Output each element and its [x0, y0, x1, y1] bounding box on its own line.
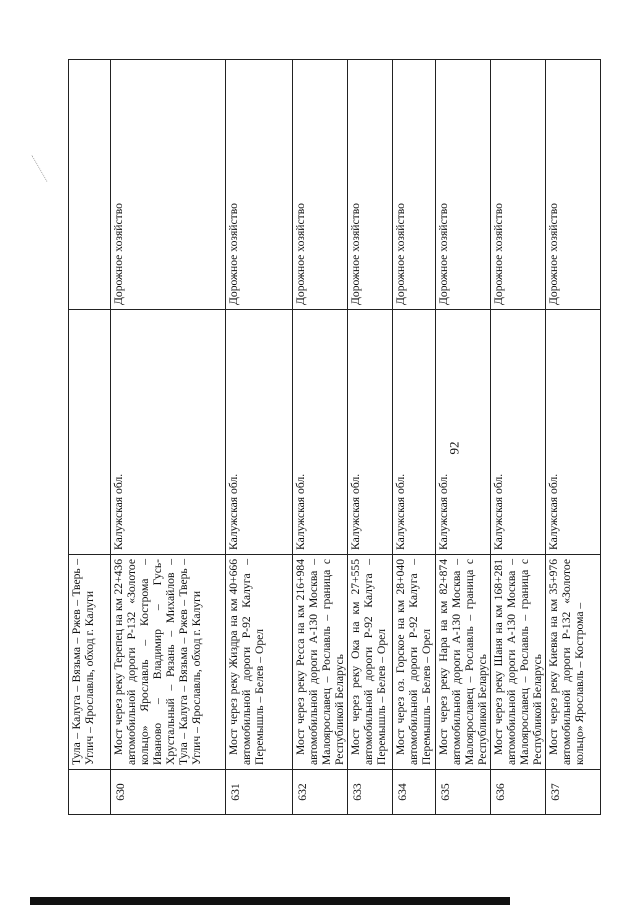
row-number — [69, 770, 111, 815]
object-description: Мост через реку Нара на км 82+874 автомобильной дороги А-130 Москва – Малоярославец – Рославль – граница с Республикой Беларусь — [436, 555, 491, 770]
table-row — [393, 60, 436, 815]
table-row — [436, 60, 491, 815]
object-description: Мост через реку Жиздра на км 40+666 автомобильной дороги Р-92 Калуга – Перемышль – Белев – Орел — [226, 555, 293, 770]
row-number: 636 — [491, 770, 546, 815]
row-number: 630 — [111, 770, 226, 815]
region: Калужская обл. — [491, 310, 546, 555]
category — [69, 60, 111, 310]
object-description: Мост через оз. Горское на км 28+040 автомобильной дороги Р-92 Калуга – Перемышль – Белев – Орел — [393, 555, 436, 770]
object-description: Мост через реку Киевка на км 35+976 автомобильной дороги Р-132 «Золотое кольцо» Ярославль – Кострома – — [546, 555, 601, 770]
category: Дорожное хозяйство — [436, 60, 491, 310]
object-description: Мост через реку Терепец на км 22+436 автомобильной дороги Р-132 «Золотое кольцо» Ярославль – Кострома – Иваново – Владимир – Гусь-Хрустальный – Рязань – Михайлов – Тула – Калуга – Вязьма – Ржев – Тверь – Углич – Ярославль, обход г. Калуги — [111, 555, 226, 770]
category: Дорожное хозяйство — [293, 60, 348, 310]
row-number: 635 — [436, 770, 491, 815]
table-row — [111, 60, 226, 815]
category: Дорожное хозяйство — [393, 60, 436, 310]
scan-artifact — [32, 148, 60, 181]
category: Дорожное хозяйство — [348, 60, 393, 310]
category: Дорожное хозяйство — [491, 60, 546, 310]
region: Калужская обл. — [226, 310, 293, 555]
row-number: 634 — [393, 770, 436, 815]
region: Калужская обл. — [393, 310, 436, 555]
category: Дорожное хозяйство — [226, 60, 293, 310]
row-number: 632 — [293, 770, 348, 815]
row-number: 631 — [226, 770, 293, 815]
region: Калужская обл. — [348, 310, 393, 555]
row-number: 637 — [546, 770, 601, 815]
table-row — [348, 60, 393, 815]
table-row — [69, 60, 111, 815]
region: Калужская обл. — [546, 310, 601, 555]
object-description: Тула – Калуга – Вязьма – Ржев – Тверь – Углич – Ярославль, обход г. Калуги — [69, 555, 111, 770]
region: Калужская обл. — [111, 310, 226, 555]
region: Калужская обл. — [436, 310, 491, 555]
object-description: Мост через реку Ока на км 27+555 автомобильной дороги Р-92 Калуга – Перемышль – Белев – Орел — [348, 555, 393, 770]
table-row — [226, 60, 293, 815]
page-number: 92 — [446, 441, 462, 455]
scan-edge-shadow — [30, 897, 510, 905]
table-row — [293, 60, 348, 815]
category: Дорожное хозяйство — [546, 60, 601, 310]
object-description: Мост через реку Ресса на км 216+984 автомобильной дороги А-130 Москва – Малоярославец – Рославль – граница с Республикой Беларусь — [293, 555, 348, 770]
table-row — [546, 60, 601, 815]
region — [69, 310, 111, 555]
row-number: 633 — [348, 770, 393, 815]
object-description: Мост через реку Шаня на км 168+281 автомобильной дороги А-130 Москва – Малоярославец – Рославль – граница с Республикой Беларусь — [491, 555, 546, 770]
objects-table — [68, 59, 601, 815]
region: Калужская обл. — [293, 310, 348, 555]
table-row — [491, 60, 546, 815]
category: Дорожное хозяйство — [111, 60, 226, 310]
rotated-table-page — [68, 60, 585, 815]
